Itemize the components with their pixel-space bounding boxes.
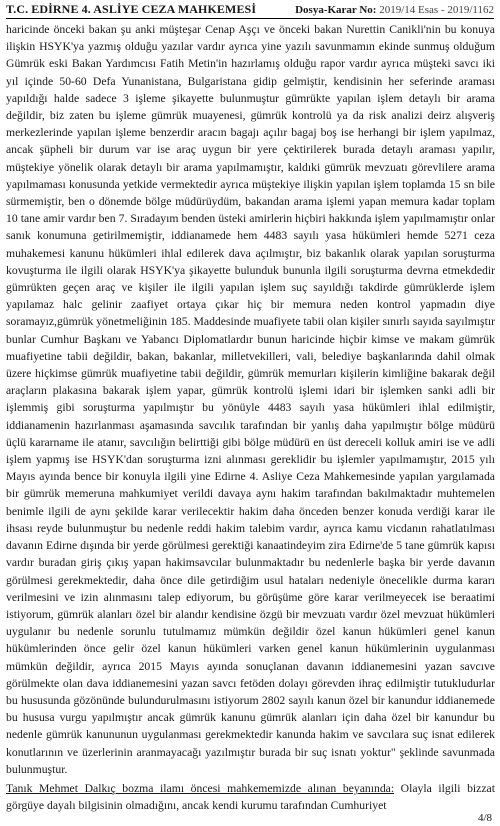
page-number: 4/8 [477, 812, 492, 824]
witness-text: Olayla ilgili bizzat görgüye dayalı bilgisinin olmadığını, ancak kendi kurumu tarafından Cumhuriyet [6, 781, 495, 813]
witness-paragraph [6, 780, 495, 814]
case-reference-label: Dosya-Karar No: [295, 4, 377, 16]
document-header [6, 2, 494, 19]
court-name: T.C. EDİRNE 4. ASLİYE CEZA MAHKEMESİ [6, 2, 257, 16]
defense-statement-paragraph: haricinde önceki bakan şu anki müşteşar Cenap Aşçı ve önceki bakan Nurettin Canikli'nin bu konuya ilişkin HSYK'ya yazmış olduğu yazılar vardır ayrıca yine yazılı savunmamın ekinde sunmuş olduğum Gümrük eski Bakan Yardımcısı Fatih Metin'in hazırlamış olduğu rapor vardır ayrıca müşteki savcı iki yıl içinde 50-60 Defa Yunanistana, Bulgaristana gidip gelmiştir, kendisinin her seferinde araması yapıldığı halde sadece 3 işleme şikayette bulunmuştur gümrükte yapılan işlem detaylı bir arama değildir, biz zaten bu işleme gümrük muayenesi, gümrük kontrolü ya da risk analizi deirz alışveriş merkezlerinde yapılan işleme benzerdir aracın bagajı açılır bagaj boş ise herhangi bir işlem yapılmaz, ancak şüpheli bir durum var ise araç uygun bir yere çektirilerek burada detaylı araması yapılır, müştekiye yönelik olarak detaylı bir arama yapılmamıştır, kaldıki gümrük mevzuatı görevlilere arama yapılmaması konusunda yetkide vermektedir ayrıca müştekiye ilişkin yapılan işlem toplamda 15 sn bile sürmemiştir, ben o dönemde bölge müdürüydüm, bakandan arama işlemi yapan memura kadar toplam 10 tane amir vardır ben 7. Sıradayım benden üsteki amirlerin hiçbiri hakkında işlem yapılmamıştır onlar sanık konumuna getirilmemiştir, iddianamede hem 4483 sayılı yasa hükümleri hemde 5271 ceza muhakemesi kanunu hükümleri ihlal edilerek dava açılmıştır, biz bakanlık olarak yapılan soruşturma kovuşturma ile ilgili olarak HSYK'ya şikayette bulunduk bununla ilgili soruşturma devrna etmekdedir gümrükten geçen araç ve kişiler ile ilgili yapılan işlem suç sayıldığı takdirde gümrüklerde işlem yapılamaz halc gelinir zaafiyet ortaya çıkar hiç bir memura neden kontrol yapmadın diye soramayız,gümrük yönetmeliğinin 185. Maddesinde muafiyete tabii olan kişiler sınırlı sayıda sayılmıştır bunlar Cumhur Başkanı ve Yabancı Diplomatlardır bunun haricinde hiçbir kimse ve makam gümrük muafiyetine tabii değildir, bakan, bakanlar, milletvekilleri, vali, belediye başkanlarında dahil olmak üzere hiçkimse gümrük muafiyetine tabii değildir, gümrük memurları kişilerin kimliğine bakarak değil araçların plakasına bakarak işlem yapar, gümrük kontrolü işlemi idari bir işlemken sanki adli bir işlemmiş gibi soruşturma yapılmıştır bu yönüyle 4483 sayılı yasa hükümleri ihlal edilmiştir, iddianamenin hazırlanması aşamasında savcılık tarafından bir yanlış daha yapılmıştır bölge müdürü üçlü kararname ile atanır, savcılığın belirttiği gibi bölge müdürü en üst dereceli kolluk amiri ise ve adli işlem yapmış ise HSYK'dan soruşturma izni alınması gereklidir bu işlemler yapılmamıştır, 2015 yılı Mayıs ayında bence bir konuyla ilgili yine Edirne 4. Asliye Ceza Mahkemesinde yapılan yargılamada bir gümrük memeruna mahkumiyet verildi davaya aynı hakim tarafından bakılmaktadır muhtemelen benimle ilgili de aynı şekilde karar verilecektir hakim daha önceden benzer konuda verdiği karar ile ihsası reyde bulunmuştur bu nedenle reddi hakim talebim vardır, ayrıca kamu vicdanın rahatlatılması davanın Edirne dışında bir yerde görülmesi gerektiği kanaatindeyim zira Edirne'de 5 tane gümrük kapısı vardır buradan giriş çıkış yapan hakimsavcılar bulunmaktadır bu nedenlerle başka bir yerde davanın görülmesi gerekmektedir, daha önce dile getirdiğim usul hataları nedeniyle önecelikle durma kararı verilmesini ve izin alınmasını talep ediyorum, bu görüşüme göre karar verilmeyecek ise beraatimi istiyorum, gümrük alanları özel bir alandır kendisine özgü bir mevzuatı vardır özel mevzuat hükümleri uygulanır bu nedenle sorunlu tutulmamız mümkün değildir özel kanun hükümleri genel kanun hükümlerinden önce gelir özel kanun hükümleri varken genel kanun hükümlerinin uygulanması mümkün değildir, ayrıca 2015 Mayıs ayında sonuçlanan davanın iddianemesini yazan savcıve görülmekte olan dava iddianemesini yazan savcı fetöden dolayı görevden ihraç edilmiştir tutukludurlar bu hususunda gözönünde bulundurulmasını istiyorum 2802 sayılı kanun özel bir kanundur iddianemede bu hususa vurgu yapılmıştır ancak gümrük kanunu gümrük alanları için daha özel bir kanundur bu nedenle gümrük kanununun uygulanması gerekmektedir kanunda hakim ve savcılara suç isnat edilerek konutlarının ve üzerlerinin aranmayacağı yazılmıştır burada bir suç isnatı yoktur" şeklinde savunmada bulunmuştur. [6, 23, 495, 776]
witness-heading: Tanık Mehmet Dalkıç bozma ilamı öncesi mahkememizde alınan beyanında: [6, 781, 395, 795]
case-reference-value: 2019/14 Esas - 2019/1162 [379, 4, 494, 16]
case-reference [295, 4, 494, 16]
document-body [6, 21, 495, 814]
